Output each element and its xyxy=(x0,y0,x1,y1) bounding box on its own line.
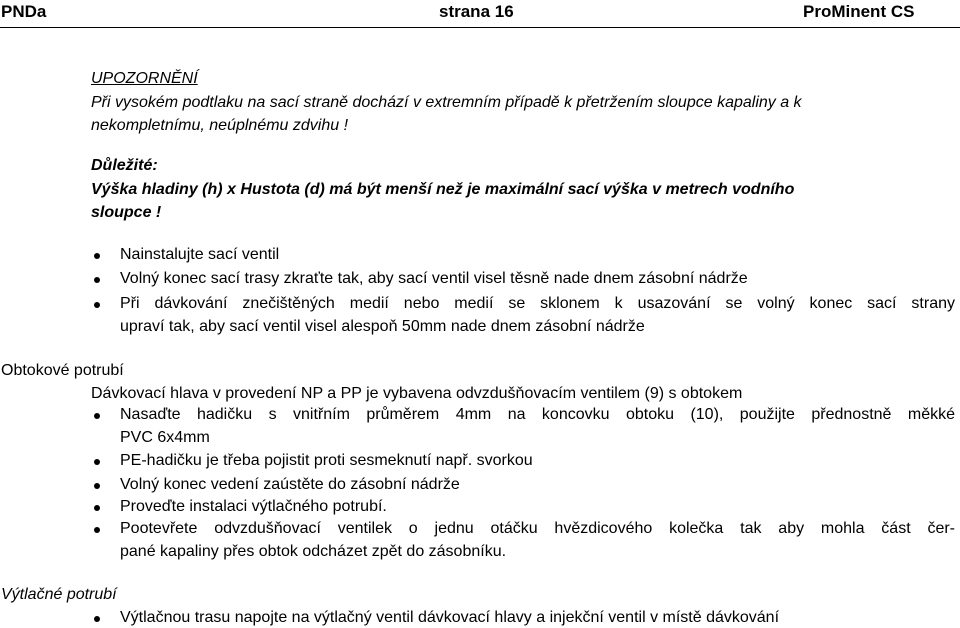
list-item-line: Nasaďte hadičku s vnitřním průměrem 4mm na koncovku obtoku (10), použijte přednostně měkké xyxy=(120,406,955,423)
bullet-icon xyxy=(94,616,100,622)
bullet-icon xyxy=(94,413,100,419)
header-left: PNDa xyxy=(1,2,47,21)
important-line-1: Výška hladiny (h) x Hustota (d) má být menší než je maximální sací výška v metrech vodního xyxy=(91,181,795,198)
list-item-line: Volný konec vedení zaústěte do zásobní nádrže xyxy=(120,476,460,493)
bypass-intro: Dávkovací hlava v provedení NP a PP je vybavena odvzdušňovacím ventilem (9) s obtokem xyxy=(91,385,743,402)
list-item-line: PVC 6x4mm xyxy=(120,429,210,446)
list-item-line: Pootevřete odvzdušňovací ventilek o jednu otáčku hvězdicového kolečka tak aby mohla část čer- xyxy=(120,520,955,537)
bullet-icon xyxy=(94,483,100,489)
list-item-line: Výtlačnou trasu napojte na výtlačný ventil dávkovací hlavy a injekční ventil v místě dávkování xyxy=(120,609,780,626)
warning-line-2: nekompletnímu, neúplnému zdvihu ! xyxy=(91,117,349,134)
header-right: ProMinent CS xyxy=(803,2,915,21)
list-item-line: pané kapaliny přes obtok odcházet zpět do zásobníku. xyxy=(120,543,507,560)
list-item-line: PE-hadičku je třeba pojistit proti sesmeknutí např. svorkou xyxy=(120,452,533,469)
list-item-line: Nainstalujte sací ventil xyxy=(120,246,280,263)
bullet-icon xyxy=(94,277,100,283)
important-title: Důležité: xyxy=(91,157,158,174)
list-item-line: Při dávkování znečištěných medií nebo medií se sklonem k usazování se volný konec sací strany xyxy=(120,295,955,312)
list-item-line: Proveďte instalaci výtlačného potrubí. xyxy=(120,498,387,515)
bullet-icon xyxy=(94,505,100,511)
discharge-heading: Výtlačné potrubí xyxy=(1,586,117,603)
warning-title: UPOZORNĚNÍ xyxy=(91,70,198,87)
header-rule xyxy=(0,27,960,28)
bullet-icon xyxy=(94,302,100,308)
bullet-icon xyxy=(94,253,100,259)
important-line-2: sloupce ! xyxy=(91,204,162,221)
list-item-line: Volný konec sací trasy zkraťte tak, aby sací ventil visel těsně nade dnem zásobní nádrže xyxy=(120,270,748,287)
bullet-icon xyxy=(94,459,100,465)
bullet-icon xyxy=(94,527,100,533)
list-item-line: upraví tak, aby sací ventil visel alespoň 50mm nade dnem zásobní nádrže xyxy=(120,318,645,335)
header-page-number: strana 16 xyxy=(439,2,514,21)
bypass-heading: Obtokové potrubí xyxy=(1,362,124,379)
warning-line-1: Při vysokém podtlaku na sací straně dochází v extremním případě k přetržením sloupce kapaliny a k xyxy=(91,94,802,111)
